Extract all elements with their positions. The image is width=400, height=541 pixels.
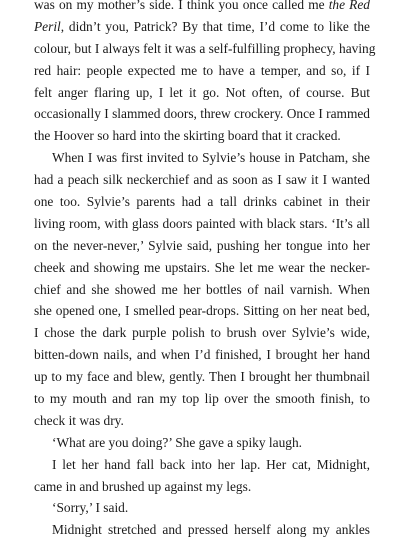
text-line <box>34 191 370 213</box>
text-line <box>34 300 370 322</box>
line-text: living room, with glass doors painted with black stars. ‘It’s all <box>34 215 370 231</box>
line-text: ‘Sorry,’ I said. <box>52 500 129 516</box>
text-line <box>34 344 370 366</box>
text-line <box>34 322 370 344</box>
text-line <box>34 103 370 125</box>
text-line <box>34 16 370 38</box>
text-line <box>34 147 370 169</box>
line-text: she opened one, I smelled pear-drops. Sitting on her neat bed, <box>34 303 370 319</box>
text-line <box>34 476 370 498</box>
line-text: occasionally I slammed doors, threw crockery. Once I rammed <box>34 106 371 122</box>
line-text: colour, but I always felt it was a self-fulfilling prophecy, having <box>34 40 376 56</box>
text-line <box>34 82 370 104</box>
line-text: I let her hand fall back into her lap. Her cat, Midnight, <box>52 456 370 472</box>
line-text: When I was first invited to Sylvie’s house in Patcham, she <box>52 150 370 166</box>
text-line <box>34 497 370 519</box>
text-line <box>34 257 370 279</box>
line-text: felt anger flaring up, I let it go. Not often, of course. But <box>34 84 370 100</box>
text-line <box>34 60 370 82</box>
text-line <box>34 519 370 541</box>
text-line <box>34 454 370 476</box>
line-text: Midnight stretched and pressed herself along my ankles <box>52 522 370 538</box>
line-text: on the never-never,’ Sylvie said, pushing her tongue into her <box>34 237 370 253</box>
text-line <box>34 432 370 454</box>
line-text: red hair: people expected me to have a temper, and so, if I <box>34 62 370 78</box>
italic-title: the Red <box>328 0 370 12</box>
text-line <box>34 213 370 235</box>
line-text: cheek and showing me upstairs. She let me wear the necker- <box>34 259 370 275</box>
text-line <box>34 125 370 147</box>
text-line <box>34 410 370 432</box>
text-line <box>34 388 370 410</box>
line-text: chief and she showed me her bottles of nail varnish. When <box>34 281 370 297</box>
italic-title: Peril <box>34 18 61 34</box>
line-text: check it was dry. <box>34 412 124 428</box>
line-text: up to my face and blew, gently. Then I brought her thumbnail <box>34 369 370 385</box>
line-text: bitten-down nails, and when I’d finished, I brought her hand <box>34 347 370 363</box>
line-text: ‘What are you doing?’ She gave a spiky laugh. <box>52 434 303 450</box>
text-line <box>34 279 370 301</box>
body-text <box>34 0 376 541</box>
line-text: was on my mother’s side. I think you once called me <box>34 0 329 12</box>
text-line <box>34 0 370 16</box>
line-text-after: , didn’t you, Patrick? By that time, I’d come to like the <box>60 18 370 34</box>
text-line <box>34 38 376 60</box>
line-text: I chose the dark purple polish to brush over Sylvie’s wide, <box>34 325 370 341</box>
line-text: came in and brushed up against my legs. <box>34 478 252 494</box>
text-line <box>34 235 370 257</box>
line-text: one too. Sylvie’s parents had a tall drinks cabinet in their <box>34 194 370 210</box>
line-text: the Hoover so hard into the skirting board that it cracked. <box>34 128 341 144</box>
text-line <box>34 169 370 191</box>
text-line <box>34 366 370 388</box>
line-text: had a peach silk neckerchief and as soon as I saw it I wanted <box>34 172 370 188</box>
line-text: to my mouth and ran my top lip over the smooth finish, to <box>34 391 370 407</box>
